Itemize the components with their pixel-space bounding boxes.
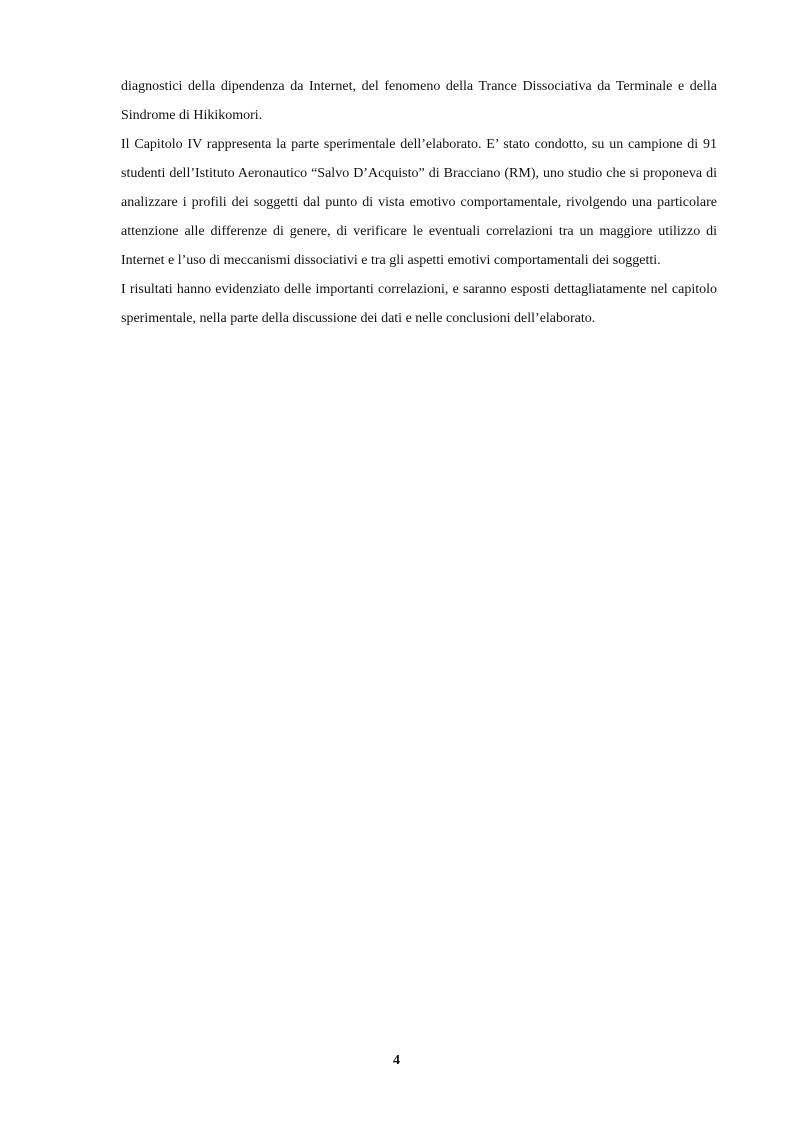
paragraph-1: diagnostici della dipendenza da Internet, del fenomeno della Trance Dissociativa da Terminale e della Sindrome di Hikikomori.	[121, 79, 717, 123]
paragraph-3: I risultati hanno evidenziato delle importanti correlazioni, e saranno esposti dettagliatamente nel capitolo sperimentale, nella parte della discussione dei dati e nelle conclusioni dell’elaborato.	[121, 282, 717, 326]
paragraph-2: Il Capitolo IV rappresenta la parte sperimentale dell’elaborato. E’ stato condotto, su un campione di 91 studenti dell’Istituto Aeronautico “Salvo D’Acquisto” di Bracciano (RM), uno studio che si proponeva di analizzare i profili dei soggetti dal punto di vista emotivo comportamentale, rivolgendo una particolare attenzione alle differenze di genere, di verificare le eventuali correlazioni tra un maggiore utilizzo di Internet e l’uso di meccanismi dissociativi e tra gli aspetti emotivi comportamentali dei soggetti.	[121, 137, 717, 268]
page-number: 4	[393, 1053, 400, 1068]
body-text	[121, 72, 717, 333]
